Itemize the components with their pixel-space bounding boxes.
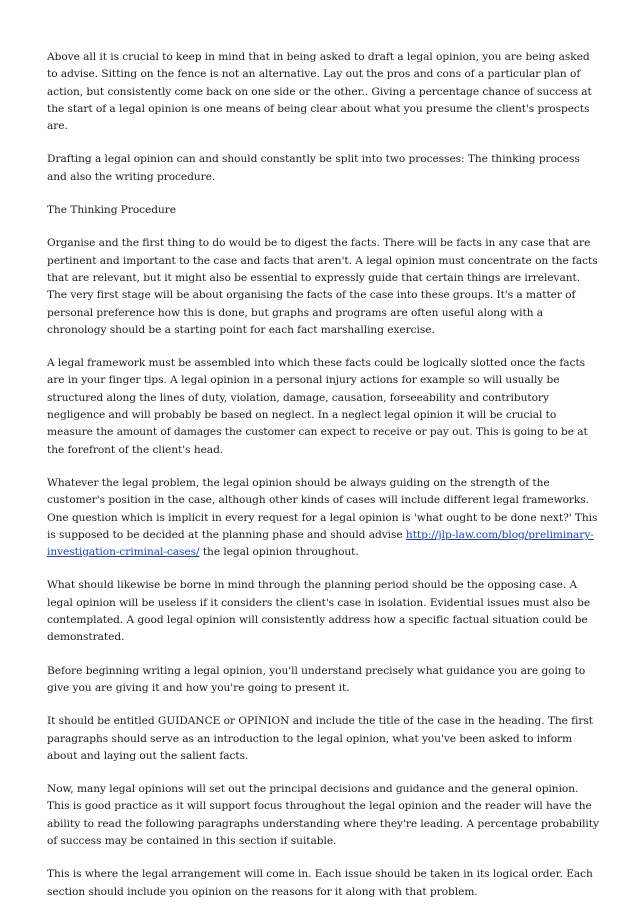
paragraph-before-writing: Before beginning writing a legal opinion, you'll understand precisely what guidance you are going to give you are giving it and how you're going to present it. [47,664,586,694]
paragraph-title-heading: It should be entitled GUIDANCE or OPINION and include the title of the case in the heading. The first paragraphs should serve as an introduction to the legal opinion, what you've been asked to inform about and laying out the salient facts. [47,715,593,762]
paragraph-intro: Above all it is crucial to keep in mind that in being asked to draft a legal opinion, you are being asked to advise. Sitting on the fence is not an alternative. Lay out the pros and cons of a particular plan of action, but consistently come back on one side or the other.. Giving a percentage chance of success at the start of a legal opinion is one means of being clear about what you presume the client's prospects are. [47,51,592,133]
paragraph-organise-facts: Organise and the first thing to do would be to digest the facts. There will be facts in any case that are pertinent and important to the case and facts that aren't. A legal opinion must concentrate on the facts that are relevant, but it might also be essential to expressly guide that certain things are irrelevant. The very first stage will be about organising the facts of the case into these groups. It's a matter of personal preference how this is done, but graphs and programs are often useful along with a chronology should be a starting point for each fact marshalling exercise. [47,237,598,336]
paragraph-opposing-case: What should likewise be borne in mind through the planning period should be the opposing case. A legal opinion will be useless if it considers the client's case in isolation. Evidential issues must also be contemplated. A good legal opinion will consistently address how a specific factual situation could be demonstrated. [47,579,591,644]
paragraph-legal-arrangement: This is where the legal arrangement will come in. Each issue should be taken in its logical order. Each section should include you opinion on the reasons for it along with that problem. [47,868,593,898]
link-paragraph-before: Whatever the legal problem, the legal opinion should be always guiding on the strength of the customer's position in the case, although other kinds of cases will include different legal frameworks. One question which is implicit in every request for a legal opinion is 'what ought to be done next?' This is supposed to be decided at the planning phase and should advise [47,476,598,541]
link-paragraph-after: the legal opinion throughout. [199,546,359,559]
article-link[interactable]: http://jlp-law.com/blog/preliminary-investigation-criminal-cases/ [47,528,594,559]
paragraph-with-link [47,475,599,561]
section-heading-thinking-procedure: The Thinking Procedure [47,204,177,217]
document-page [47,49,599,917]
paragraph-legal-framework: A legal framework must be assembled into which these facts could be logically slotted once the facts are in your finger tips. A legal opinion in a personal injury actions for example so will usually be structured along the lines of duty, violation, damage, causation, forseeability and contributory negligence and will probably be based on neglect. In a neglect legal opinion it will be crucial to measure the amount of damages the customer can expect to receive or pay out. This is going to be at the forefront of the client's head. [47,357,588,456]
paragraph-principal-decisions: Now, many legal opinions will set out the principal decisions and guidance and the general opinion. This is good practice as it will support focus throughout the legal opinion and the reader will have the ability to read the following paragraphs understanding where they're leading. A percentage probability of success may be contained in this section if suitable. [47,783,599,847]
paragraph-two-processes: Drafting a legal opinion can and should constantly be split into two processes: The thinking process and also the writing procedure. [47,153,580,183]
